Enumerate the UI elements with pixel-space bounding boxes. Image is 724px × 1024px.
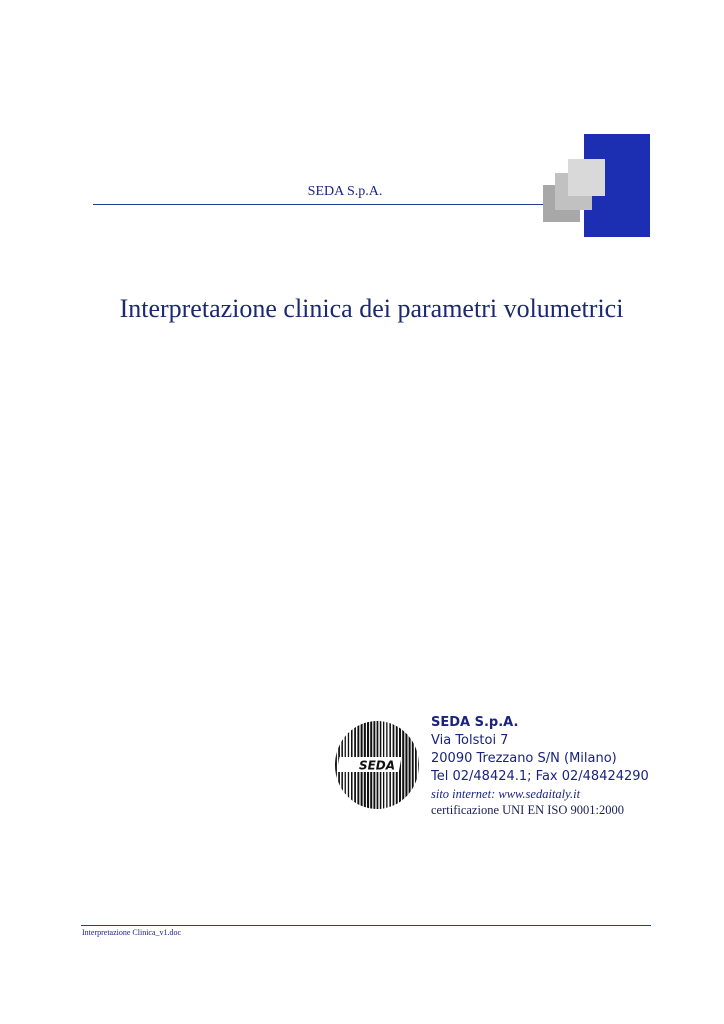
seda-logo	[334, 720, 420, 810]
contact-company-name: SEDA S.p.A.	[431, 715, 519, 730]
header-company-name: SEDA S.p.A.	[307, 184, 383, 199]
footer-divider	[81, 925, 651, 926]
logo-wordmark: SEDA	[358, 758, 396, 773]
company-contact-block	[431, 714, 649, 818]
decoration-square-light	[568, 159, 605, 196]
document-title: Interpretazione clinica dei parametri volumetrici	[119, 294, 624, 323]
footer-filename: Interpretazione Clinica_v1.doc	[82, 928, 182, 937]
contact-phone: Tel 02/48424.1; Fax 02/48424290	[431, 769, 649, 784]
header-divider	[93, 204, 555, 205]
contact-website[interactable]: sito internet: www.sedaitaly.it	[431, 787, 581, 801]
contact-city: 20090 Trezzano S/N (Milano)	[431, 751, 617, 766]
contact-certification: certificazione UNI EN ISO 9001:2000	[431, 803, 624, 817]
contact-address: Via Tolstoi 7	[431, 733, 509, 748]
